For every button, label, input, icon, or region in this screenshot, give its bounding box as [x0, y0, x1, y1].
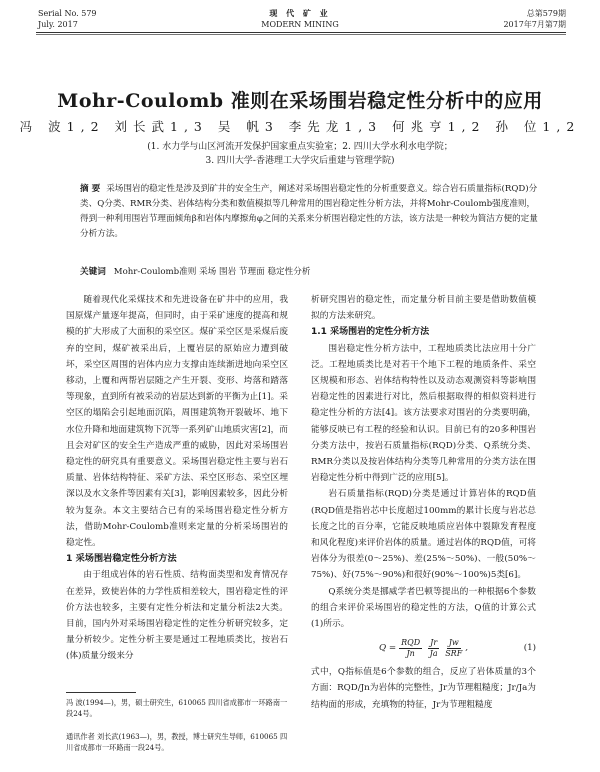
affiliation-line-1: (1. 水力学与山区河流开发保护国家重点实验室；2. 四川大学水利水电学院；	[147, 142, 453, 152]
journal-name-cn: 现 代 矿 业	[269, 8, 331, 18]
equation-comma: ,	[465, 643, 469, 654]
keywords	[80, 265, 542, 277]
affiliation-line-2: 3. 四川大学-香港理工大学灾后重建与管理学院)	[205, 156, 395, 166]
analogy-paragraph: 围岩稳定性分析方法中，工程地质类比法应用十分广泛。工程地质类比是对若干个地下工程的地质条件、采空区规模和形态、岩体结构特性以及动态观测资料等影响围岩稳定性的因素进行对比，然后根据取得的相似资料进行稳定性分析的方法[4]。该方法要求对围岩的分类要明确，能够反映已有工程的经验和认识。目前已有的20多种围岩分类方法中，按岩石质量指标(RQD)分类、Q系统分类、RMR分类以及按岩体结构分类等几种常用的分类方法在围岩稳定性分析中得到广泛的应用[5]。	[311, 343, 536, 484]
header-right	[503, 8, 566, 30]
paper-title: Mohr-Coulomb 准则在采场围岩稳定性分析中的应用	[57, 90, 543, 112]
equation-number: (1)	[523, 643, 536, 654]
q-explanation-paragraph: 式中，Q指标值是6个参数的组合，反应了岩体质量的3个方面：RQD/Jn为岩体的完整性，Jr为节理粗糙度；Jr/Ja为结构面的形成，充填物的特征，Jr为节理粗糙度	[311, 667, 536, 710]
section-1-1-heading: 1.1 采场围岩的定性分析方法	[311, 327, 430, 338]
fraction-numerator: Jr	[430, 637, 438, 647]
q-system-paragraph: Q系统分类是挪威学者巴顿等提出的一种根据6个参数的组合来评价采场围岩的稳定性的方法，Q值的计算公式(1)所示。	[311, 586, 536, 630]
left-column	[66, 292, 288, 665]
serial-number: Serial No. 579	[38, 9, 97, 18]
header-rule	[36, 32, 566, 33]
footnote-rule	[66, 692, 136, 693]
continued-paragraph: 析研究围岩的稳定性，而定量分析目前主要是借助数值模拟的方法来研究。	[311, 295, 536, 322]
journal-name-en: MODERN MINING	[261, 20, 339, 29]
footnote-corresponding: 通讯作者 刘长武(1963—)，男，教授，博士研究生导师，610065 四川省成都市一环路南一段24号。	[66, 732, 288, 752]
equation-lhs: Q =	[378, 643, 397, 654]
fraction-denominator: SRF	[445, 648, 463, 658]
fraction-jw-srf	[445, 638, 462, 659]
abstract-text: 采场围岩的稳定性是涉及到矿井的安全生产，阐述对采场围岩稳定性的分析重要意义。综合岩石质量指标(RQD)分类、Q分类、RMR分类、岩体结构分类和数值模拟等几种常用的围岩稳定性分析方法，并将Mohr-Coulomb强度准则，得到一种利用围岩节理面倾角β和岩体内摩擦角φ之间的关系来分析围岩稳定性的方法，该方法是一种较为简洁方便的定量分析方法。	[80, 184, 538, 239]
fraction-denominator: Jn	[406, 648, 415, 658]
rqd-paragraph: 岩石质量指标(RQD)分类是通过计算岩体的RQD值(RQD值是指岩芯中长度超过100mm的累计长度与岩芯总长度之比的百分率，它能反映地质应岩体中裂隙发育程度和风化程度)来评价岩体的质量。通过岩体的RQD值，可将岩体分为很差(0～25%)、差(25%～50%)、一般(50%～75%)、好(75%～90%)和很好(90%～100%)5类[6]。	[311, 489, 536, 581]
fraction-jr-ja	[428, 638, 439, 659]
issue-date-en: July. 2017	[38, 20, 78, 29]
keywords-text: Mohr-Coulomb准则 采场 围岩 节理面 稳定性分析	[113, 267, 311, 277]
section-1-paragraph: 由于组成岩体的岩石性质、结构面类型和发育情况存在差异，致使岩体的力学性质相差较大，围岩稳定性的评价方法也较多，主要有定性分析法和定量分析法2大类。目前，国内外对采场围岩稳定性的定性分析研究较多，定量分析较少。定性分析主要是通过工程地质类比，按岩石(体)质量分级来分	[66, 570, 288, 662]
right-column	[311, 292, 536, 713]
keywords-label: 关键词	[80, 267, 106, 277]
fraction-numerator: Jw	[448, 637, 459, 647]
abstract	[80, 182, 542, 242]
equation-1	[311, 632, 536, 664]
fraction-numerator: RQD	[401, 637, 421, 647]
fraction-rqd-jn	[399, 638, 422, 659]
issue-date-cn: 2017年7月第7期	[503, 20, 566, 29]
fraction-denominator: Ja	[429, 648, 438, 658]
footnote-author: 冯 波(1994—)，男，硕士研究生，610065 四川省成都市一环路南一段24号。	[66, 698, 288, 718]
author-list: 冯 波1,2 刘长武1,3 吴 帆3 李先龙1,3 何兆亨1,2 孙 位1,2	[19, 119, 581, 134]
header-rule-thin	[36, 34, 566, 35]
intro-paragraph: 随着现代化采煤技术和先进设备在矿井中的应用，我国原煤产量逐年提高，但同时，由于采矿速度的提高和规模的扩大形成了大面积的采空区。煤矿采空区是采煤后废弃的空间，煤矿被采出后，上覆岩层的原始应力遭到破坏，采空区周围的岩体内应力支撑由连续渐进地向采空区移动，上覆和两帮岩层随之产生开裂、变形、垮落和踏落等现象，直到所有被采动的岩层达到新的平衡为止[1]。采空区的塌陷会引起地面沉陷，周围建筑物开裂破坏、地下水位升降和地面建筑物下沉等一系列矿山地质灾害[2]，而且会对矿区的安全生产造成严重的威胁，因此对采场围岩稳定性的研究具有重要意义。采场围岩稳定性主要与岩石质量、岩体结构特征、采矿方法、采空区形态、采空区埋深以及水文条件等因素有关[3]，影响因素较多，因此分析较为复杂。本文主要结合已有的采场围岩稳定性分析方法，借助Mohr-Coulomb准则来定量的分析采场围岩的稳定性。	[66, 295, 288, 549]
abstract-label: 摘 要	[80, 184, 101, 194]
issue-number-cn: 总第579期	[526, 9, 566, 18]
section-1-heading: 1 采场围岩稳定性分析方法	[66, 553, 177, 565]
